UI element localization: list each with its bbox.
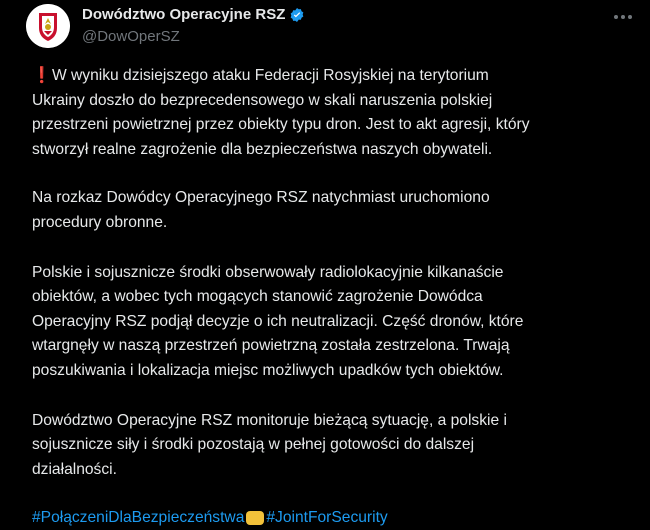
paragraph-text: W wyniku dzisiejszego ataku Federacji Rosyjskiej na terytorium Ukrainy doszło do bezprecedensowego w skali naruszenia polskiej przestrzeni powietrznej przez obiekty typu dron. Jest to akt agresji, który stworzył realne zagrożenie dla bezpieczeństwa naszych obywateli.: [32, 67, 530, 158]
author-display-name[interactable]: Dowództwo Operacyjne RSZ: [82, 6, 286, 23]
avatar[interactable]: [26, 4, 70, 48]
more-horizontal-icon[interactable]: [612, 10, 634, 24]
hashtag-link[interactable]: #JointForSecurity: [266, 509, 388, 526]
author-handle[interactable]: @DowOperSZ: [82, 28, 180, 45]
hashtag-row: [32, 506, 388, 530]
dowoper-emblem-icon: [26, 4, 70, 48]
tweet-paragraph-2: Na rozkaz Dowódcy Operacyjnego RSZ natychmiast uruchomiono procedury obronne.: [32, 189, 490, 231]
tweet-paragraph-4: Dowództwo Operacyjne RSZ monitoruje bieżącą sytuację, a polskie i sojusznicze siły i środki pozostają w pełnej gotowości do dalszej działalności.: [32, 411, 507, 478]
verified-badge-icon: [289, 7, 305, 23]
handshake-emoji-icon: [246, 511, 264, 525]
hashtag-link[interactable]: #PołączeniDlaBezpieczeństwa: [32, 509, 245, 526]
tweet-text: [32, 64, 622, 507]
tweet-paragraph-1: [32, 64, 622, 162]
author-name-row: [82, 6, 305, 23]
exclamation-emoji-icon: ❗: [32, 67, 52, 84]
tweet-paragraph-3: Polskie i sojusznicze środki obserwowały radiolokacyjnie kilkanaście obiektów, a wobec tych mogących stanowić zagrożenie Dowódca Operacyjny RSZ podjął decyzje o ich neutralizacji. Część dronów, które wtargnęły w naszą przestrzeń powietrzną została zestrzelona. Trwają poszukiwania i lokalizacja miejsc możliwych upadków tych obiektów.: [32, 263, 524, 379]
